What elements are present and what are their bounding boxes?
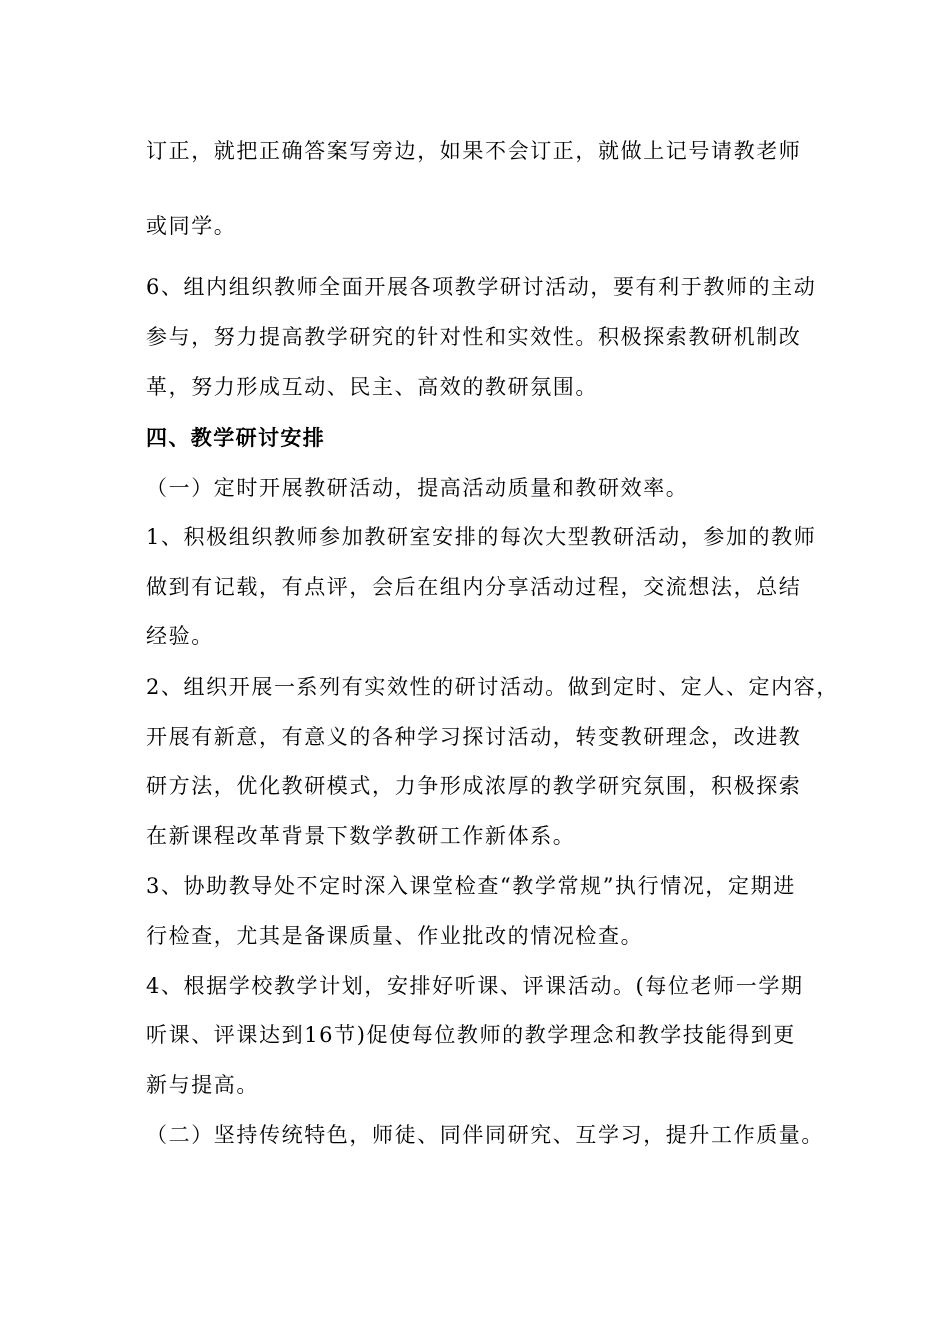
paragraph-line: 做到有记载，有点评，会后在组内分享活动过程，交流想法，总结 <box>146 575 802 599</box>
paragraph-line: 6、组内组织教师全面开展各项教学研讨活动，要有利于教师的主动 <box>146 275 817 299</box>
paragraph-line: 听课、评课达到16节)促使每位教师的教学理念和教学技能得到更 <box>146 1023 796 1047</box>
paragraph-line: 订正，就把正确答案写旁边，如果不会订正，就做上记号请教老师 <box>146 139 802 163</box>
paragraph-line: 研方法，优化教研模式，力争形成浓厚的教学研究氛围，积极探索 <box>146 774 802 798</box>
paragraph-line: 或同学。 <box>146 214 237 238</box>
section-heading: 四、教学研讨安排 <box>146 425 326 450</box>
paragraph-line: 4、根据学校教学计划，安排好听课、评课活动。(每位老师一学期 <box>146 974 804 998</box>
paragraph-line: 开展有新意，有意义的各种学习探讨活动，转变教研理念，改进教 <box>146 725 802 749</box>
paragraph-line: 行检查，尤其是备课质量、作业批改的情况检查。 <box>146 924 644 948</box>
paragraph-line: 革，努力形成互动、民主、高效的教研氛围。 <box>146 375 598 399</box>
paragraph-line: 新与提高。 <box>146 1073 259 1097</box>
paragraph-line: 参与，努力提高教学研究的针对性和实效性。积极探索教研机制改 <box>146 325 802 349</box>
paragraph-line: 3、协助教导处不定时深入课堂检查“教学常规”执行情况，定期进 <box>146 874 796 898</box>
paragraph-line: 经验。 <box>146 624 214 648</box>
subsection-heading: （二）坚持传统特色，师徒、同伴同研究、互学习，提升工作质量。 <box>146 1123 824 1147</box>
subsection-heading: （一）定时开展教研活动，提高活动质量和教研效率。 <box>146 476 689 500</box>
paragraph-line: 2、组织开展一系列有实效性的研讨活动。做到定时、定人、定内容， <box>146 675 839 699</box>
paragraph-line: 在新课程改革背景下数学教研工作新体系。 <box>146 824 576 848</box>
paragraph-line: 1、积极组织教师参加教研室安排的每次大型教研活动，参加的教师 <box>146 525 817 549</box>
